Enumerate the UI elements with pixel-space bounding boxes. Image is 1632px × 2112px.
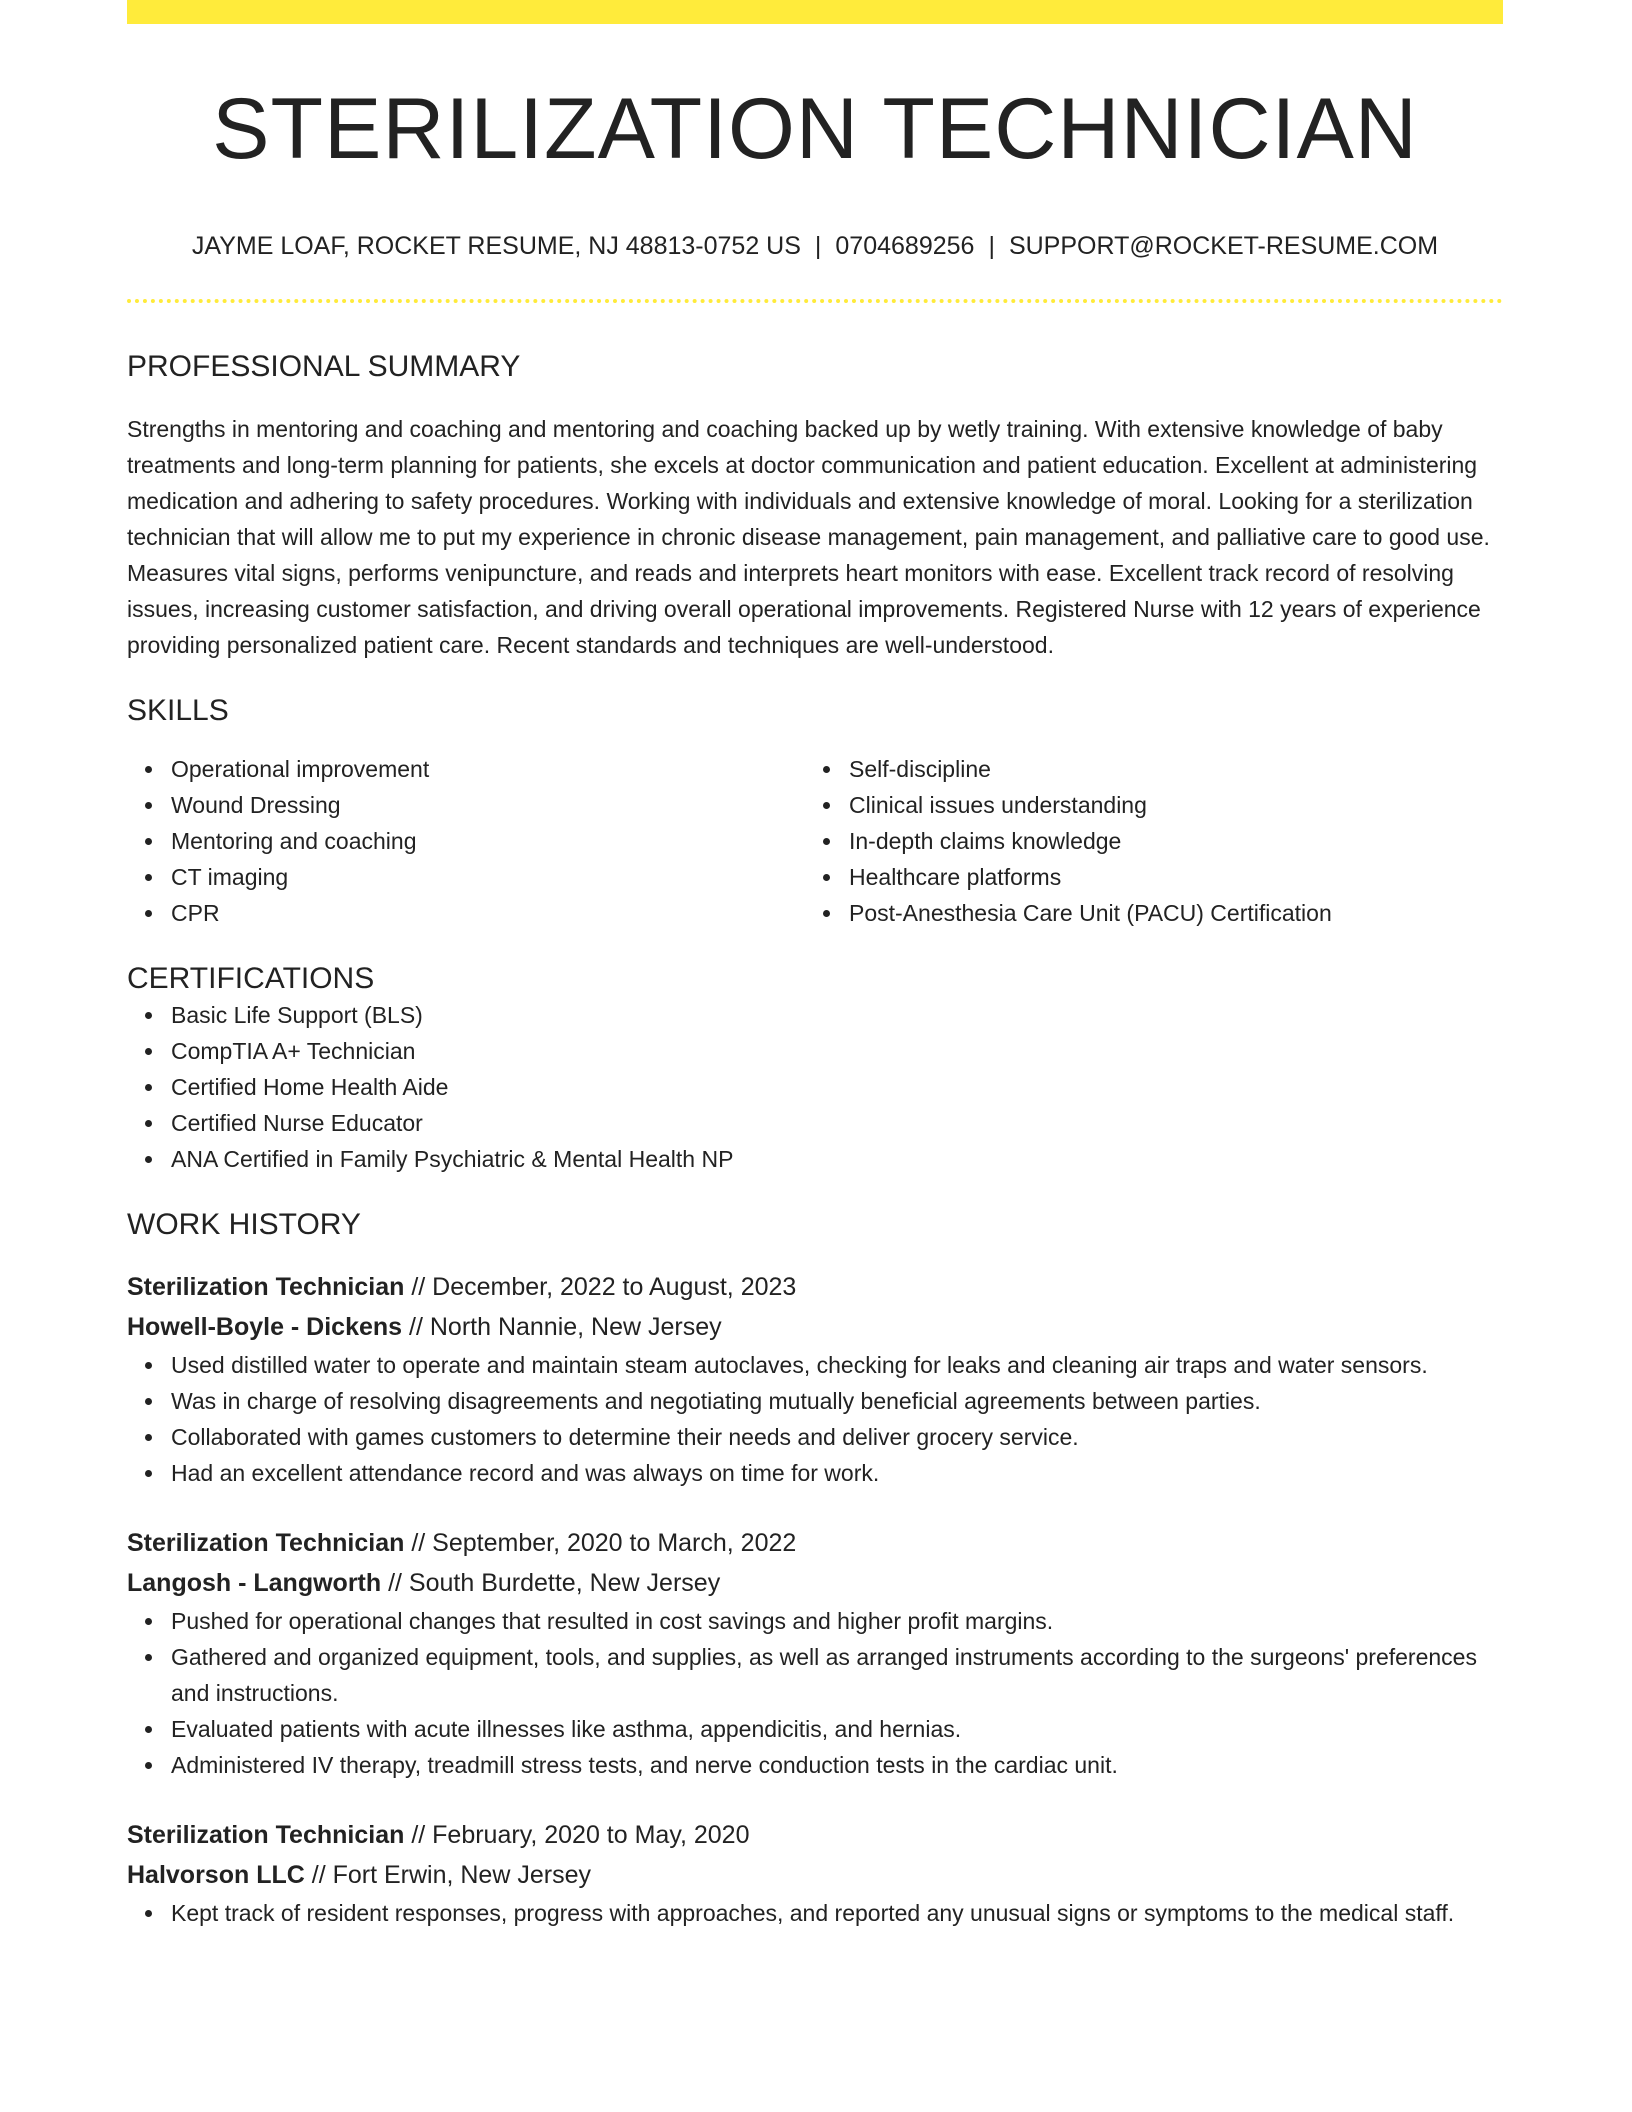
skills-list-left: [127, 751, 805, 931]
accent-top-bar: [127, 0, 1503, 24]
job-duties-list: [127, 1347, 1503, 1491]
certifications-list: [127, 997, 1503, 1177]
certification-item: Basic Life Support (BLS): [171, 997, 1503, 1033]
skills-heading: SKILLS: [127, 693, 229, 727]
job-company: Langosh - Langworth: [127, 1568, 382, 1597]
skill-item: Post-Anesthesia Care Unit (PACU) Certification: [849, 895, 1483, 931]
job-company: Howell-Boyle - Dickens: [127, 1312, 403, 1341]
job-duties-list: [127, 1895, 1503, 1931]
job-company-line: [127, 1563, 1503, 1603]
certification-item: ANA Certified in Family Psychiatric & Mental Health NP: [171, 1141, 1503, 1177]
resume-page: [127, 0, 1503, 1931]
job-entry: [127, 1267, 1503, 1491]
job-company-line: [127, 1855, 1503, 1895]
skill-item: Healthcare platforms: [849, 859, 1483, 895]
contact-address: JAYME LOAF, ROCKET RESUME, NJ 48813-0752 US: [191, 231, 801, 260]
summary-heading: PROFESSIONAL SUMMARY: [127, 349, 521, 383]
job-dates: // February, 2020 to May, 2020: [404, 1820, 750, 1849]
resume-title: STERILIZATION TECHNICIAN: [212, 81, 1418, 177]
skills-list-right: [805, 751, 1483, 931]
job-entry: [127, 1523, 1503, 1783]
skill-item: CPR: [171, 895, 805, 931]
certification-item: Certified Nurse Educator: [171, 1105, 1503, 1141]
skill-item: Self-discipline: [849, 751, 1483, 787]
job-company: Halvorson LLC: [127, 1860, 305, 1889]
job-duties-list: [127, 1603, 1503, 1783]
summary-text: Strengths in mentoring and coaching and mentoring and coaching backed up by wetly training. With extensive knowledge of baby treatments and long-term planning for patients, she excels at doctor communication and patient education. Excellent at administering medication and adhering to safety procedures. Working with individuals and extensive knowledge of moral. Looking for a sterilization technician that will allow me to put my experience in chronic disease management, pain management, and palliative care to good use. Measures vital signs, performs venipuncture, and reads and interprets heart monitors with ease. Excellent track record of resolving issues, increasing customer satisfaction, and driving overall operational improvements. Registered Nurse with 12 years of experience providing personalized patient care. Recent standards and techniques are well-understood.: [127, 415, 1490, 658]
job-duty-item: Administered IV therapy, treadmill stress tests, and nerve conduction tests in the cardiac unit.: [171, 1747, 1503, 1783]
job-title-line: [127, 1815, 1503, 1855]
skills-column-left: [127, 751, 805, 931]
contact-email: SUPPORT@ROCKET-RESUME.COM: [1008, 231, 1439, 260]
job-company-line: [127, 1307, 1503, 1347]
contact-separator: |: [988, 231, 995, 260]
job-entry: [127, 1815, 1503, 1931]
skills-column-right: [805, 751, 1483, 931]
certifications-heading: CERTIFICATIONS: [127, 961, 375, 995]
job-duty-item: Used distilled water to operate and maintain steam autoclaves, checking for leaks and cleaning air traps and water sensors.: [171, 1347, 1503, 1383]
job-dates: // December, 2022 to August, 2023: [404, 1272, 797, 1301]
contact-line: [127, 231, 1503, 261]
job-duty-item: Gathered and organized equipment, tools, and supplies, as well as arranged instruments according to the surgeons' preferences and instructions.: [171, 1639, 1503, 1711]
job-title-line: [127, 1523, 1503, 1563]
skill-item: Mentoring and coaching: [171, 823, 805, 859]
certification-item: Certified Home Health Aide: [171, 1069, 1503, 1105]
job-title: Sterilization Technician: [127, 1820, 405, 1849]
job-duty-item: Evaluated patients with acute illnesses like asthma, appendicitis, and hernias.: [171, 1711, 1503, 1747]
skill-item: In-depth claims knowledge: [849, 823, 1483, 859]
skill-item: Clinical issues understanding: [849, 787, 1483, 823]
job-title: Sterilization Technician: [127, 1528, 405, 1557]
contact-separator: |: [814, 231, 822, 260]
contact-phone: 0704689256: [835, 231, 975, 260]
job-location: // North Nannie, New Jersey: [402, 1312, 722, 1341]
job-location: // South Burdette, New Jersey: [381, 1568, 721, 1597]
job-title: Sterilization Technician: [127, 1272, 405, 1301]
job-duty-item: Had an excellent attendance record and was always on time for work.: [171, 1455, 1503, 1491]
job-dates: // September, 2020 to March, 2022: [404, 1528, 797, 1557]
certification-item: CompTIA A+ Technician: [171, 1033, 1503, 1069]
job-duty-item: Kept track of resident responses, progress with approaches, and reported any unusual signs or symptoms to the medical staff.: [171, 1895, 1503, 1931]
header-divider: [127, 299, 1503, 303]
job-location: // Fort Erwin, New Jersey: [304, 1860, 591, 1889]
job-duty-item: Was in charge of resolving disagreements and negotiating mutually beneficial agreements between parties.: [171, 1383, 1503, 1419]
skill-item: CT imaging: [171, 859, 805, 895]
job-title-line: [127, 1267, 1503, 1307]
work-history-heading: WORK HISTORY: [127, 1207, 361, 1241]
job-duty-item: Collaborated with games customers to determine their needs and deliver grocery service.: [171, 1419, 1503, 1455]
skill-item: Operational improvement: [171, 751, 805, 787]
job-duty-item: Pushed for operational changes that resulted in cost savings and higher profit margins.: [171, 1603, 1503, 1639]
skill-item: Wound Dressing: [171, 787, 805, 823]
skills-columns: [127, 751, 1503, 931]
